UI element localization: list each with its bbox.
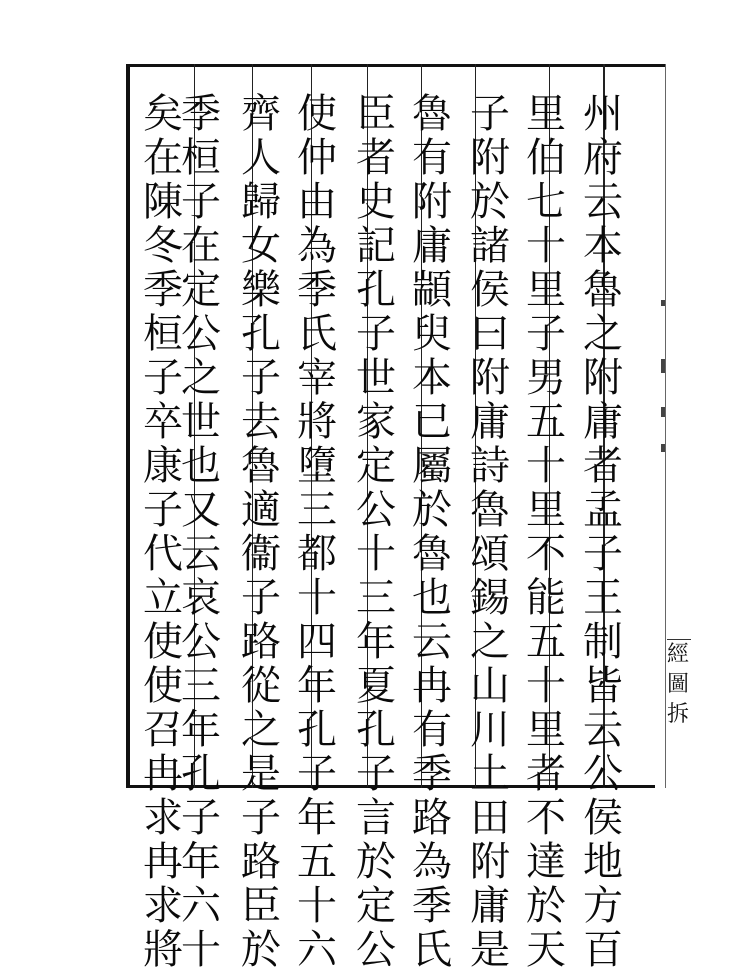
text-char: 孔	[356, 267, 396, 313]
text-char: 季	[412, 751, 452, 797]
text-char: 冉	[143, 839, 183, 885]
text-char: 定	[356, 443, 396, 489]
text-char: 已	[412, 399, 452, 445]
text-char: 十	[297, 883, 337, 929]
text-char: 魯	[241, 443, 281, 489]
text-char: 樂	[241, 267, 281, 313]
text-char: 有	[412, 707, 452, 753]
text-char: 定	[356, 883, 396, 929]
text-char: 五	[297, 839, 337, 885]
text-char: 都	[297, 531, 337, 577]
text-char: 錫	[470, 575, 510, 621]
text-char: 史	[356, 179, 396, 225]
text-char: 路	[412, 795, 452, 841]
text-char: 十	[526, 223, 566, 269]
text-char: 年	[297, 663, 337, 709]
text-char: 齊	[241, 91, 281, 137]
text-column	[407, 91, 457, 973]
fold-margin-mark	[661, 444, 665, 452]
text-char: 氏	[412, 927, 452, 973]
text-column	[578, 91, 628, 973]
text-char: 公	[181, 311, 221, 357]
text-char: 子	[583, 531, 623, 577]
text-char: 又	[181, 487, 221, 533]
text-column	[351, 91, 401, 973]
text-char: 公	[356, 927, 396, 973]
text-char: 子	[241, 795, 281, 841]
text-char: 使	[143, 619, 183, 665]
text-char: 去	[241, 399, 281, 445]
text-char: 求	[143, 883, 183, 929]
text-char: 方	[583, 883, 623, 929]
text-char: 子	[143, 355, 183, 401]
fold-margin-mark	[661, 407, 665, 417]
text-char: 能	[526, 575, 566, 621]
text-char: 年	[181, 707, 221, 753]
text-char: 也	[181, 443, 221, 489]
text-char: 三	[181, 663, 221, 709]
text-char: 卒	[143, 399, 183, 445]
text-char: 在	[181, 223, 221, 269]
text-char: 里	[526, 267, 566, 313]
text-char: 子	[143, 487, 183, 533]
fold-margin-title-char: 經	[667, 642, 690, 667]
text-char: 家	[356, 399, 396, 445]
text-char: 哀	[181, 575, 221, 621]
text-char: 子	[356, 751, 396, 797]
text-char: 本	[583, 223, 623, 269]
text-char: 地	[583, 839, 623, 885]
text-char: 七	[526, 179, 566, 225]
text-char: 年	[356, 619, 396, 665]
text-char: 人	[241, 135, 281, 181]
text-char: 於	[356, 839, 396, 885]
text-char: 子	[356, 311, 396, 357]
text-char: 於	[241, 927, 281, 973]
text-char: 康	[143, 443, 183, 489]
text-char: 者	[583, 443, 623, 489]
text-char: 矣	[143, 91, 183, 137]
text-char: 子	[297, 751, 337, 797]
text-column	[465, 91, 515, 973]
text-char: 陳	[143, 179, 183, 225]
text-char: 魯	[583, 267, 623, 313]
text-char: 附	[470, 355, 510, 401]
text-char: 為	[297, 223, 337, 269]
fold-margin-title	[667, 642, 689, 728]
text-char: 夏	[356, 663, 396, 709]
text-char: 季	[181, 91, 221, 137]
text-char: 臣	[356, 91, 396, 137]
text-char: 公	[356, 487, 396, 533]
text-char: 六	[181, 883, 221, 929]
text-char: 天	[526, 927, 566, 973]
fold-margin-mark	[661, 300, 665, 306]
text-char: 云	[583, 179, 623, 225]
text-char: 由	[297, 179, 337, 225]
text-char: 臣	[241, 883, 281, 929]
text-char: 季	[297, 267, 337, 313]
text-char: 言	[356, 795, 396, 841]
text-char: 從	[241, 663, 281, 709]
text-column	[292, 91, 342, 973]
text-char: 仲	[297, 135, 337, 181]
text-char: 男	[526, 355, 566, 401]
text-char: 十	[181, 927, 221, 973]
text-char: 世	[356, 355, 396, 401]
text-char: 召	[143, 707, 183, 753]
text-char: 之	[241, 707, 281, 753]
text-char: 孔	[181, 751, 221, 797]
text-char: 將	[143, 927, 183, 973]
text-char: 在	[143, 135, 183, 181]
text-char: 魯	[470, 487, 510, 533]
text-char: 頌	[470, 531, 510, 577]
text-char: 三	[297, 487, 337, 533]
text-char: 桓	[143, 311, 183, 357]
text-char: 宰	[297, 355, 337, 401]
fold-margin-title-char: 圖	[667, 672, 690, 697]
text-char: 五	[526, 619, 566, 665]
text-char: 屬	[412, 443, 452, 489]
text-char: 庸	[412, 223, 452, 269]
text-char: 魯	[412, 531, 452, 577]
text-char: 衞	[241, 531, 281, 577]
text-char: 庸	[470, 883, 510, 929]
text-char: 州	[583, 91, 623, 137]
text-char: 求	[143, 795, 183, 841]
fold-margin-tick	[655, 64, 665, 67]
text-char: 十	[526, 443, 566, 489]
text-char: 有	[412, 135, 452, 181]
text-char: 立	[143, 575, 183, 621]
text-char: 附	[470, 839, 510, 885]
text-char: 府	[583, 135, 623, 181]
text-char: 田	[470, 795, 510, 841]
text-char: 也	[412, 575, 452, 621]
text-char: 云	[181, 531, 221, 577]
text-char: 達	[526, 839, 566, 885]
text-char: 十	[297, 575, 337, 621]
text-char: 不	[526, 531, 566, 577]
fold-margin-title-char: 拆	[667, 702, 690, 727]
text-char: 不	[526, 795, 566, 841]
text-char: 冉	[143, 751, 183, 797]
fold-margin-line	[665, 64, 666, 788]
text-column	[138, 91, 188, 973]
text-char: 云	[583, 707, 623, 753]
text-char: 記	[356, 223, 396, 269]
text-char: 伯	[526, 135, 566, 181]
text-char: 山	[470, 663, 510, 709]
text-char: 季	[143, 267, 183, 313]
text-char: 冬	[143, 223, 183, 269]
fold-margin	[655, 64, 690, 788]
text-char: 五	[526, 399, 566, 445]
text-char: 制	[583, 619, 623, 665]
text-char: 孔	[356, 707, 396, 753]
text-char: 六	[297, 927, 337, 973]
text-char: 定	[181, 267, 221, 313]
text-char: 孟	[583, 487, 623, 533]
text-char: 是	[241, 751, 281, 797]
text-char: 三	[356, 575, 396, 621]
text-char: 四	[297, 619, 337, 665]
text-char: 於	[470, 179, 510, 225]
text-char: 年	[181, 839, 221, 885]
text-char: 適	[241, 487, 281, 533]
text-char: 路	[241, 839, 281, 885]
text-char: 公	[583, 751, 623, 797]
text-char: 墮	[297, 443, 337, 489]
text-char: 附	[470, 135, 510, 181]
text-char: 里	[526, 91, 566, 137]
text-char: 子	[526, 311, 566, 357]
text-char: 女	[241, 223, 281, 269]
text-char: 氏	[297, 311, 337, 357]
text-char: 本	[412, 355, 452, 401]
text-char: 子	[181, 795, 221, 841]
text-char: 子	[241, 575, 281, 621]
text-char: 冉	[412, 663, 452, 709]
text-char: 曰	[470, 311, 510, 357]
text-char: 侯	[470, 267, 510, 313]
text-char: 詩	[470, 443, 510, 489]
text-char: 子	[470, 91, 510, 137]
text-char: 庸	[470, 399, 510, 445]
text-char: 孔	[297, 707, 337, 753]
text-char: 使	[143, 663, 183, 709]
text-char: 里	[526, 707, 566, 753]
fold-margin-separator	[667, 639, 691, 640]
text-char: 於	[526, 883, 566, 929]
text-char: 庸	[583, 399, 623, 445]
text-char: 於	[412, 487, 452, 533]
text-char: 附	[412, 179, 452, 225]
text-char: 百	[583, 927, 623, 973]
text-char: 十	[526, 663, 566, 709]
text-char: 子	[241, 355, 281, 401]
text-char: 者	[356, 135, 396, 181]
text-char: 者	[526, 751, 566, 797]
text-char: 侯	[583, 795, 623, 841]
text-char: 歸	[241, 179, 281, 225]
text-char: 十	[356, 531, 396, 577]
text-char: 王	[583, 575, 623, 621]
text-char: 臾	[412, 311, 452, 357]
text-char: 將	[297, 399, 337, 445]
text-char: 魯	[412, 91, 452, 137]
text-char: 是	[470, 927, 510, 973]
text-char: 皆	[583, 663, 623, 709]
text-char: 世	[181, 399, 221, 445]
text-char: 顓	[412, 267, 452, 313]
text-char: 云	[412, 619, 452, 665]
text-column	[521, 91, 571, 973]
text-char: 諸	[470, 223, 510, 269]
text-char: 季	[412, 883, 452, 929]
text-char: 川	[470, 707, 510, 753]
text-char: 里	[526, 487, 566, 533]
text-char: 路	[241, 619, 281, 665]
text-char: 使	[297, 91, 337, 137]
text-char: 桓	[181, 135, 221, 181]
text-char: 之	[181, 355, 221, 401]
text-char: 之	[583, 311, 623, 357]
text-char: 子	[181, 179, 221, 225]
text-char: 為	[412, 839, 452, 885]
text-char: 公	[181, 619, 221, 665]
text-char: 年	[297, 795, 337, 841]
fold-margin-mark	[661, 359, 665, 373]
text-char: 孔	[241, 311, 281, 357]
text-column	[236, 91, 286, 973]
text-char: 之	[470, 619, 510, 665]
text-char: 土	[470, 751, 510, 797]
text-char: 附	[583, 355, 623, 401]
text-char: 代	[143, 531, 183, 577]
